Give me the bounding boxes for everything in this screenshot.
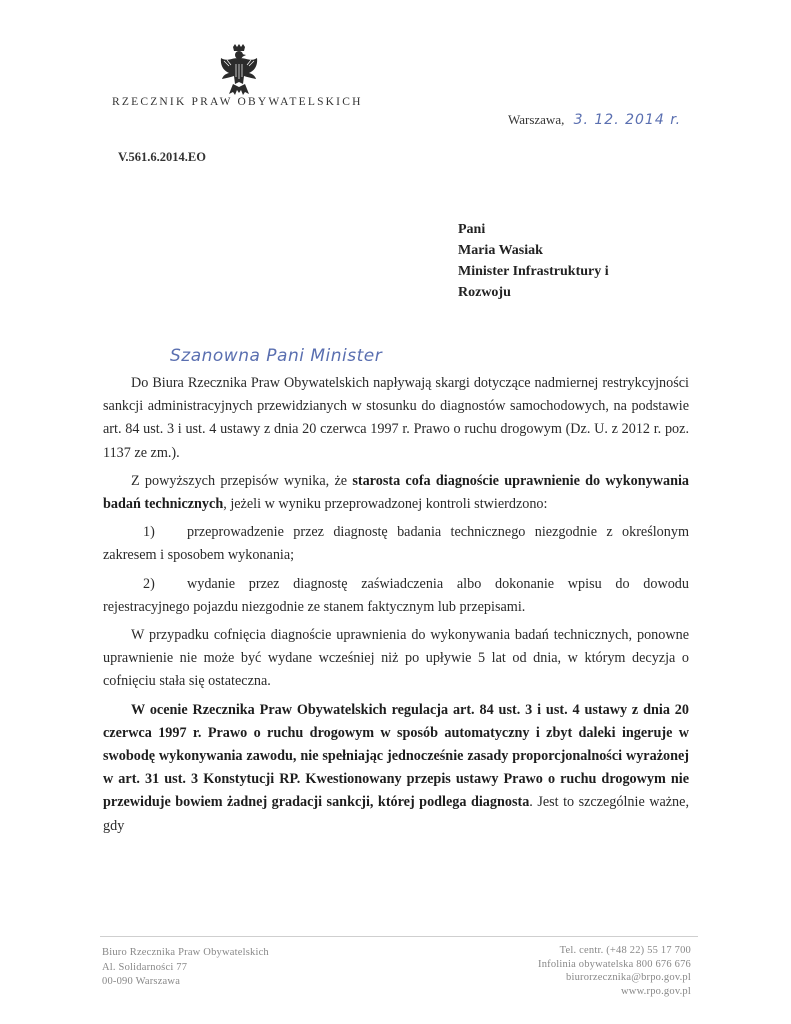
list-item-1 xyxy=(103,521,689,567)
handwritten-date: 3. 12. 2014 r. xyxy=(573,112,682,128)
paragraph-1: Do Biura Rzecznika Praw Obywatelskich napływają skargi dotyczące nadmiernej restrykcyjności sankcji administracyjnych przewidzianych w stosunku do diagnostów samochodowych, na podstawie art. 84 ust. 3 i ust. 4 ustawy z dnia 20 czerwca 1997 r. Prawo o ruchu drogowym (Dz. U. z 2012 r. poz. 1137 ze zm.). xyxy=(103,375,689,461)
footer-phone: Tel. centr. (+48 22) 55 17 700 xyxy=(559,945,691,956)
footer-divider xyxy=(100,936,698,937)
footer-email: biurorzecznika@brpo.gov.pl xyxy=(566,972,691,983)
city-label: Warszawa, xyxy=(508,112,565,127)
institution-name: RZECZNIK PRAW OBYWATELSKICH xyxy=(112,96,363,108)
reference-number: V.561.6.2014.EO xyxy=(118,150,206,164)
paragraph-2-tail: , jeżeli w wyniku przeprowadzonej kontroli stwierdzono: xyxy=(223,496,548,513)
handwritten-salutation: Szanowna Pani Minister xyxy=(170,346,383,366)
list-item-2 xyxy=(103,573,689,619)
polish-eagle-emblem-icon xyxy=(218,44,260,96)
addressee-name: Maria Wasiak xyxy=(458,243,543,258)
list-number: 1) xyxy=(143,524,155,541)
paragraph-3: W przypadku cofnięcia diagnoście uprawnienia do wykonywania badań technicznych, ponowne uprawnienie nie może być wydane wcześniej niż po upływie 5 lat od dnia, w którym decyzja o cofnięciu stała się ostateczna. xyxy=(103,627,689,690)
addressee-block xyxy=(458,219,609,303)
addressee-line: Pani xyxy=(458,222,486,237)
place-and-date xyxy=(508,112,681,128)
addressee-title: Minister Infrastruktury i xyxy=(458,264,609,279)
footer-website: www.rpo.gov.pl xyxy=(621,985,691,997)
paragraph-2-lead: Z powyższych przepisów wynika, że xyxy=(131,472,353,489)
list-item-text: przeprowadzenie przez diagnostę badania technicznego niezgodnie z określonym zakresem i sposobem wykonania; xyxy=(103,524,689,564)
addressee-title-cont: Rozwoju xyxy=(458,285,511,300)
list-item-text: wydanie przez diagnostę zaświadczenia albo dokonanie wpisu do dowodu rejestracyjnego pojazdu niezgodnie ze stanem faktycznym lub przepisami. xyxy=(103,575,689,615)
footer-hotline: Infolinia obywatelska 800 676 676 xyxy=(538,958,691,970)
footer-contact xyxy=(538,944,691,998)
paragraph-4-bold: W ocenie Rzecznika Praw Obywatelskich regulacja art. 84 ust. 3 i ust. 4 ustawy z dnia 20 czerwca 1997 r. Prawo o ruchu drogowym w sposób automatyczny i zbyt daleki ingeruje w swobodę wykonywania zawodu, nie spełniając jednocześnie zasady proporcjonalności wyrażonej w art. 31 ust. 3 Konstytucji RP. Kwestionowany przepis ustawy Prawo o ruchu drogowym nie przewiduje bowiem żadnej gradacji sankcji, której podlega diagnosta xyxy=(103,701,689,811)
letter-body xyxy=(103,372,689,843)
paragraph-4 xyxy=(103,699,689,838)
list-number: 2) xyxy=(143,575,155,592)
paragraph-2-bold: starosta cofa diagnoście uprawnienie do wykonywania badań technicznych xyxy=(103,472,689,513)
footer-office: Biuro Rzecznika Praw Obywatelskich xyxy=(102,947,269,958)
footer-address xyxy=(102,946,269,990)
footer-street: Al. Solidarności 77 xyxy=(102,961,188,973)
paragraph-2 xyxy=(103,470,689,516)
paragraph-4-tail: . Jest to szczególnie ważne, gdy xyxy=(103,794,689,834)
footer-postcode: 00-090 Warszawa xyxy=(102,976,181,987)
